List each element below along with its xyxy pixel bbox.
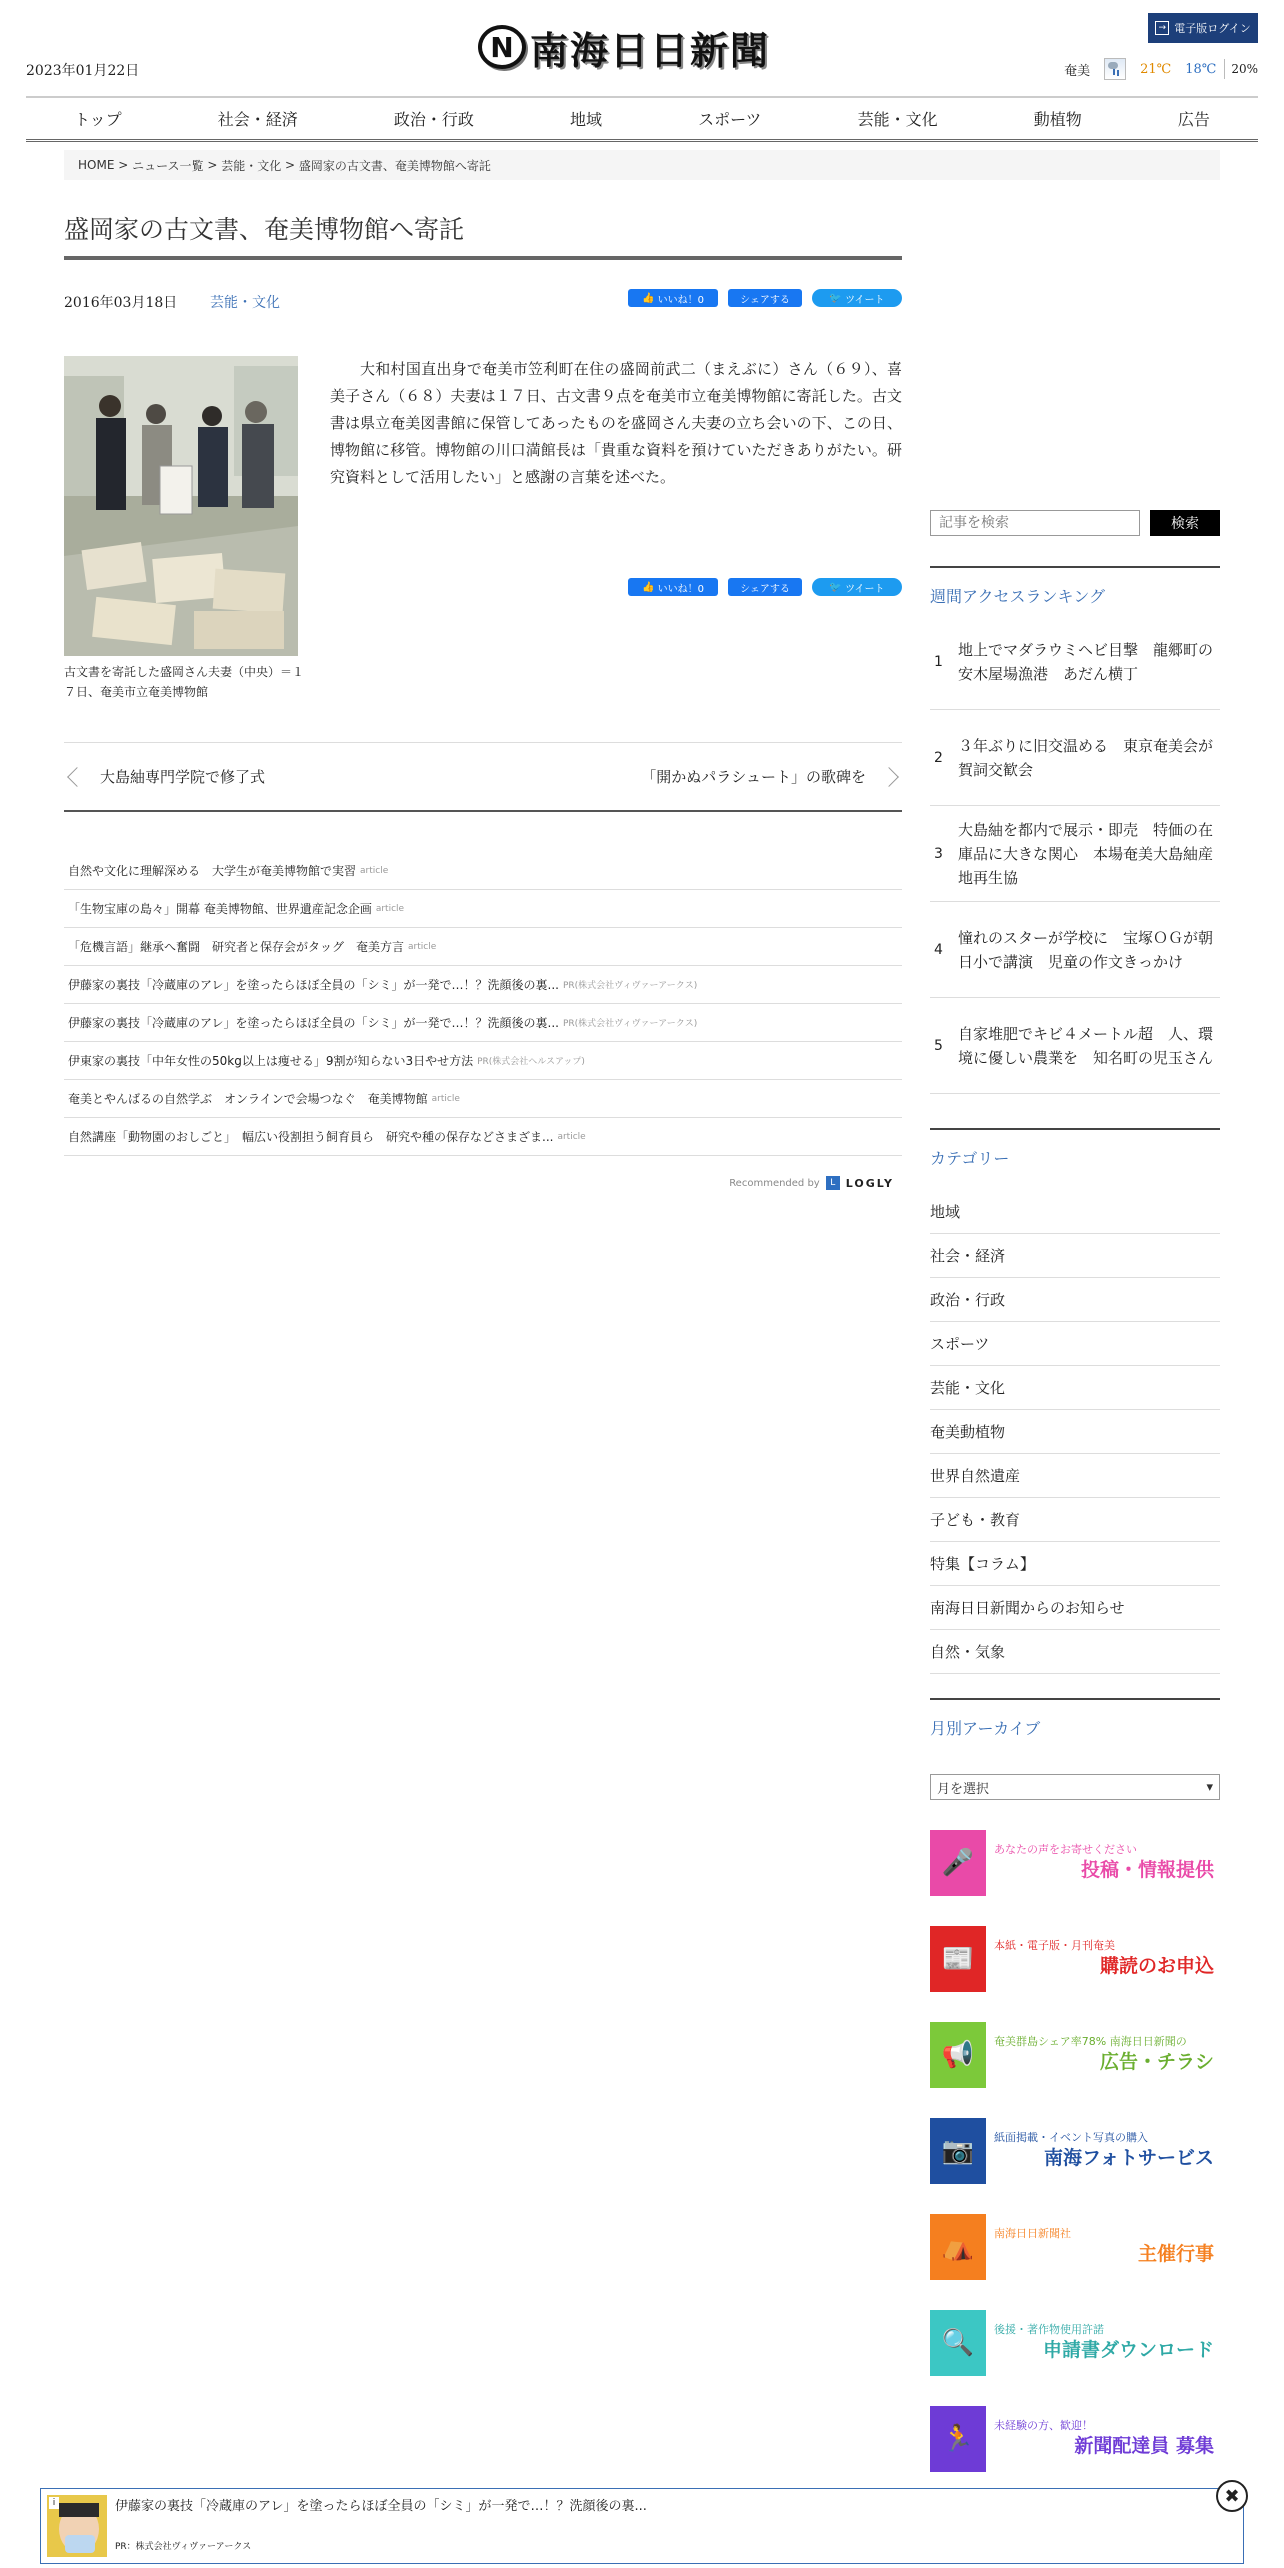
camera-icon: 📷: [930, 2118, 986, 2184]
tweet-label: ツイート: [845, 583, 885, 595]
banner-text: [986, 2214, 1220, 2280]
article-title: 盛岡家の古文書、奄美博物館へ寄託: [64, 215, 465, 244]
breadcrumb-category[interactable]: 芸能・文化: [221, 158, 282, 173]
banner-subscribe[interactable]: [930, 1926, 1220, 1992]
rank-title: 大島紬を都内で展示・即売 特価の在庫品に大きな関心 本場奄美大島紬産地再生協: [958, 820, 1214, 887]
ad-info-icon[interactable]: i: [49, 2497, 59, 2509]
category-item[interactable]: 南海日日新聞からのお知らせ: [930, 1586, 1220, 1630]
banner-photo-service[interactable]: [930, 2118, 1220, 2184]
banner-main: 主催行事: [1137, 2243, 1214, 2265]
breadcrumb-news-list[interactable]: ニュース一覧: [132, 158, 204, 173]
banner-text: [986, 2310, 1220, 2376]
twitter-bird-icon: 🐦: [829, 581, 842, 593]
site-header: [26, 0, 1258, 96]
banner-text: [986, 2022, 1220, 2088]
weather-rain-chance: 20%: [1231, 62, 1258, 76]
current-date: 2023年01月22日: [26, 63, 140, 79]
bottom-ad-bar[interactable]: [40, 2485, 1244, 2564]
related-title: 自然や文化に理解深める 大学生が奄美博物館で実習: [68, 864, 357, 878]
nav-top[interactable]: トップ: [74, 110, 122, 129]
nav-sports[interactable]: スポーツ: [698, 110, 762, 129]
banner-text: [986, 1926, 1220, 1992]
banner-events[interactable]: [930, 2214, 1220, 2280]
ranking-item[interactable]: [930, 710, 1220, 806]
related-title: 伊藤家の裏技「冷蔵庫のアレ」を塗ったらほぼ全員の「シミ」が一発で…！？洗顔後の裏...: [68, 978, 559, 992]
search-form: [930, 510, 1220, 536]
category-item[interactable]: 政治・行政: [930, 1278, 1220, 1322]
related-tag: PR(株式会社ヘルスアップ): [477, 1057, 585, 1067]
ranking-heading: 週間アクセスランキング: [930, 566, 1220, 607]
weather-area: 奄美: [1064, 63, 1091, 79]
banner-main: 購読のお申込: [1099, 1955, 1214, 1977]
related-tag: article: [431, 1093, 460, 1104]
nav-region[interactable]: 地域: [570, 110, 603, 129]
archive-select[interactable]: [930, 1774, 1220, 1800]
rank-title: ３年ぶりに旧交温める 東京奄美会が賀詞交歓会: [958, 736, 1214, 779]
facebook-share-button[interactable]: シェアする: [728, 578, 802, 596]
weather-widget: [1064, 58, 1258, 80]
breadcrumb: HOME > ニュース一覧 > 芸能・文化 > 盛岡家の古文書、奄美博物館へ寄託: [64, 150, 1220, 180]
chevron-right-icon: [879, 767, 899, 787]
banner-submit-info[interactable]: [930, 1830, 1220, 1896]
breadcrumb-home[interactable]: HOME: [78, 158, 115, 172]
recommend-logly-link[interactable]: [729, 1176, 894, 1190]
related-articles: [64, 852, 902, 1156]
related-title: 自然講座「動物園のおしごと」 幅広い役割担う飼育員ら 研究や種の保存などさまざま...: [68, 1130, 554, 1144]
archive-select-value: 月を選択: [937, 1781, 990, 1797]
rank-number: 5: [934, 1037, 943, 1054]
related-tag: article: [375, 903, 405, 914]
logo-mark: N: [478, 25, 526, 69]
banner-text: [986, 2118, 1220, 2184]
cloud-rain-icon: [1104, 58, 1126, 80]
rank-title: 地上でマダラウミヘビ目撃 龍郷町の安木屋場漁港 あだん横丁: [958, 640, 1214, 683]
logly-logo-icon: L: [826, 1176, 840, 1190]
ranking-item[interactable]: [930, 902, 1220, 998]
banner-list: [930, 1830, 1220, 2502]
photo-image: [64, 356, 298, 656]
banner-advertising[interactable]: [930, 2022, 1220, 2088]
login-icon: →: [1155, 21, 1169, 35]
banner-sub: 奄美群島シェア率78% 南海日日新聞の: [994, 2035, 1187, 2048]
rank-number: 1: [934, 653, 943, 670]
banner-text: [986, 2406, 1220, 2472]
like-label: いいね！0: [657, 294, 704, 306]
twitter-bird-icon: 🐦: [829, 292, 842, 304]
facebook-like-button[interactable]: 👍 いいね！0: [628, 578, 718, 596]
related-article[interactable]: [64, 966, 902, 1004]
search-button[interactable]: 検索: [1150, 510, 1220, 536]
runner-icon: 🏃: [930, 2406, 986, 2472]
ad-title: 伊藤家の裏技「冷蔵庫のアレ」を塗ったらほぼ全員の「シミ」が一発で…！？洗顔後の裏...: [115, 2499, 647, 2514]
weather-high: 21℃: [1140, 61, 1172, 77]
tweet-button[interactable]: [812, 289, 902, 307]
archive-heading: 月別アーカイブ: [930, 1698, 1220, 1739]
recommend-label: Recommended by: [729, 1177, 820, 1189]
category-item[interactable]: 子ども・教育: [930, 1498, 1220, 1542]
next-article-title: 「開かぬパラシュート」の歌碑を: [641, 768, 866, 786]
rank-number: 2: [934, 749, 943, 766]
share-bar-top: [628, 289, 902, 307]
category-item[interactable]: 社会・経済: [930, 1234, 1220, 1278]
banner-download[interactable]: [930, 2310, 1220, 2376]
related-article[interactable]: [64, 1004, 902, 1042]
related-title: 「生物宝庫の島々」開幕 奄美博物館、世界遺産記念企画: [68, 902, 372, 916]
share-bar-bottom: [628, 578, 902, 596]
e-edition-login-button[interactable]: [1148, 13, 1258, 43]
article-category-link[interactable]: 芸能・文化: [210, 295, 280, 311]
category-item[interactable]: 特集【コラム】: [930, 1542, 1220, 1586]
related-article[interactable]: [64, 1118, 902, 1156]
related-article[interactable]: [64, 928, 902, 966]
banner-sub: 未経験の方、歓迎！: [994, 2419, 1093, 2432]
category-item[interactable]: 自然・気象: [930, 1630, 1220, 1674]
microphone-icon: 🎤: [930, 1830, 986, 1896]
banner-text: [986, 1830, 1220, 1896]
category-list: [930, 1190, 1220, 1674]
nav-politics[interactable]: 政治・行政: [393, 110, 474, 129]
rank-number: 3: [934, 845, 943, 862]
rank-title: 憧れのスターが学校に 宝塚ＯＧが朝日小で講演 児童の作文きっかけ: [958, 928, 1214, 971]
nav-ads[interactable]: 広告: [1177, 110, 1210, 129]
document-search-icon: 🔍: [930, 2310, 986, 2376]
related-tag: article: [360, 865, 389, 876]
close-ad-button[interactable]: [1216, 2480, 1248, 2512]
site-logo[interactable]: [478, 22, 832, 72]
title-divider: [64, 256, 902, 260]
category-heading: カテゴリー: [930, 1128, 1220, 1169]
weather-divider: [1224, 59, 1225, 79]
rank-number: 4: [934, 941, 943, 958]
photo-caption: 古文書を寄託した盛岡さん夫妻（中央）＝１７日、奄美市立奄美博物館: [64, 665, 305, 699]
article-pager: [64, 742, 902, 812]
facebook-like-button[interactable]: 👍 いいね！0: [628, 289, 718, 307]
global-nav: [26, 96, 1258, 142]
banner-sub: 本紙・電子版・月刊奄美: [994, 1939, 1115, 1952]
banner-main: 南海フォトサービス: [1043, 2147, 1214, 2169]
prev-article-link[interactable]: [64, 766, 265, 787]
related-article[interactable]: [64, 852, 902, 890]
category-item[interactable]: 地域: [930, 1190, 1220, 1234]
chevron-left-icon: [67, 767, 87, 787]
category-item[interactable]: 世界自然遺産: [930, 1454, 1220, 1498]
related-title: 伊東家の裏技「中年女性の50kg以上は痩せる」9割が知らない3日やせ方法: [68, 1054, 474, 1068]
chevron-down-icon: ▾: [1206, 1779, 1213, 1795]
article-body: 大和村国直出身で奄美市笠利町在住の盛岡前武二（まえぶに）さん（６９）、喜美子さん（６８）夫妻は１７日、古文書９点を奄美市立奄美博物館に寄託した。古文書は県立奄美図書館に保管してあったものを盛岡さん夫妻の立ち会いの下、この日、博物館に移管。博物館の川口満館長は「貴重な資料を預けていただきありがたい。研究資料として活用したい」と感謝の言葉を述べた。: [330, 360, 902, 486]
banner-delivery-recruit[interactable]: [930, 2406, 1220, 2472]
article-date: 2016年03月18日: [64, 295, 178, 311]
banner-sub: 南海日日新聞社: [994, 2227, 1071, 2240]
ranking-item[interactable]: [930, 614, 1220, 710]
related-article[interactable]: [64, 890, 902, 928]
megaphone-icon: 📢: [930, 2022, 986, 2088]
category-item[interactable]: 芸能・文化: [930, 1366, 1220, 1410]
nav-society-economy[interactable]: 社会・経済: [217, 110, 298, 129]
nav-animals-plants[interactable]: 動植物: [1033, 110, 1082, 129]
facebook-share-button[interactable]: シェアする: [728, 289, 802, 307]
ranking-item[interactable]: [930, 998, 1220, 1094]
weather-low: 18℃: [1185, 61, 1217, 77]
article-photo[interactable]: [64, 356, 298, 656]
tent-icon: ⛺: [930, 2214, 986, 2280]
banner-main: 新聞配達員 募集: [1074, 2435, 1214, 2457]
search-input[interactable]: [930, 510, 1140, 536]
newspaper-icon: 📰: [930, 1926, 986, 1992]
banner-main: 申請書ダウンロード: [1042, 2339, 1214, 2361]
related-tag: PR(株式会社ヴィヴァーアークス): [562, 1019, 698, 1029]
login-label: 電子版ログイン: [1174, 22, 1251, 35]
ranking-item[interactable]: [930, 806, 1220, 902]
related-title: 奄美とやんばるの自然学ぶ オンラインで会場つなぐ 奄美博物館: [68, 1092, 428, 1106]
ad-thumbnail: [47, 2495, 107, 2557]
nav-arts-culture[interactable]: 芸能・文化: [857, 110, 938, 129]
related-title: 伊藤家の裏技「冷蔵庫のアレ」を塗ったらほぼ全員の「シミ」が一発で…！？洗顔後の裏...: [68, 1016, 559, 1030]
tweet-button[interactable]: [812, 578, 902, 596]
category-item[interactable]: 奄美動植物: [930, 1410, 1220, 1454]
related-article[interactable]: [64, 1042, 902, 1080]
related-tag: article: [557, 1131, 586, 1142]
related-title: 「危機言語」継承へ奮闘 研究者と保存会がタッグ 奄美方言: [68, 940, 405, 954]
category-item[interactable]: スポーツ: [930, 1322, 1220, 1366]
banner-sub: 紙面掲載・イベント写真の購入: [994, 2131, 1148, 2144]
related-article[interactable]: [64, 1080, 902, 1118]
rank-title: 自家堆肥でキビ４メートル超 人、環境に優しい農業を 知名町の児玉さん: [958, 1024, 1214, 1067]
tweet-label: ツイート: [845, 294, 885, 306]
related-tag: article: [408, 941, 437, 952]
ad-sponsor: PR：株式会社ヴィヴァーアークス: [115, 2542, 252, 2552]
banner-main: 広告・チラシ: [1099, 2051, 1214, 2073]
ranking-list: [930, 614, 1220, 1094]
recommend-brand: LOGLY: [845, 1176, 894, 1190]
banner-sub: 後援・著作物使用許諾: [994, 2323, 1104, 2336]
like-label: いいね！0: [657, 583, 704, 595]
close-icon: ✖: [1224, 2485, 1240, 2507]
prev-article-title: 大島紬専門学院で修了式: [100, 768, 266, 786]
related-tag: PR(株式会社ヴィヴァーアークス): [562, 981, 698, 991]
banner-main: 投稿・情報提供: [1080, 1859, 1214, 1881]
breadcrumb-current: 盛岡家の古文書、奄美博物館へ寄託: [298, 158, 491, 173]
logo-text: 南海日日新聞: [530, 28, 771, 73]
next-article-link[interactable]: [641, 766, 902, 787]
banner-sub: あなたの声をお寄せください: [994, 1843, 1137, 1856]
